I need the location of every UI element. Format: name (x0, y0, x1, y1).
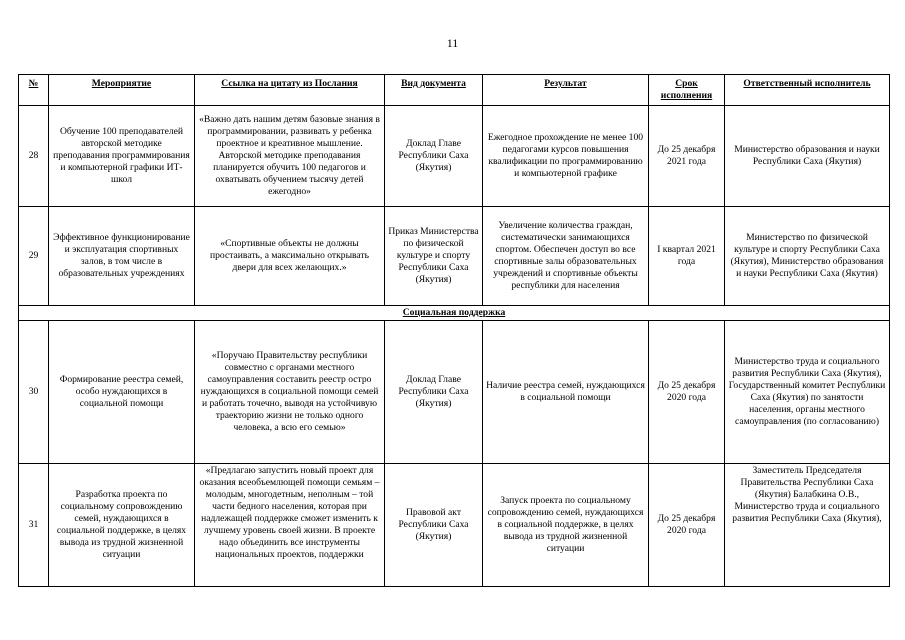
row-number: 31 (19, 464, 49, 587)
table-row (19, 464, 890, 587)
row-deadline: До 25 декабря 2020 года (649, 321, 725, 464)
section-title: Социальная поддержка (19, 306, 890, 321)
row-responsible: Министерство по физической культуре и спорту Республики Саха (Якутия), Министерство образования и науки Республики Саха (Якутия) (725, 207, 890, 306)
row-event: Эффективное функционирование и эксплуатация спортивных залов, в том числе в образовательных учреждениях (49, 207, 195, 306)
row-deadline: До 25 декабря 2021 года (649, 106, 725, 207)
row-quote: «Поручаю Правительству республики совместно с органами местного самоуправления составить реестр остро нуждающихся в социальной помощи семей и работать точечно, выводя на устойчивую траекторию жизни не только одного человека, а всю его семью» (195, 321, 385, 464)
row-responsible: Заместитель Председателя Правительства Республики Саха (Якутия) Балабкина О.В., Министерство труда и социального развития Республики Саха (Якутия), (725, 464, 890, 587)
row-doc-type: Приказ Министерства по физической культуре и спорту Республики Саха (Якутия) (385, 207, 483, 306)
row-result: Увеличение количества граждан, систематически занимающихся спортом. Обеспечен доступ во все спортивные залы образовательных учреждений и спортивные объекты республики для населения (483, 207, 649, 306)
row-quote: «Важно дать нашим детям базовые знания в программировании, развивать у ребенка проектное и креативное мышление. Авторской методике преподавания планируется обучить 100 педагогов и охватывать обучением тысячу детей ежегодно» (195, 106, 385, 207)
row-event: Формирование реестра семей, особо нуждающихся в социальной помощи (49, 321, 195, 464)
header-doc-type: Вид документа (385, 75, 483, 106)
row-event: Обучение 100 преподавателей авторской методике преподавания программирования и компьютерной графики ИТ-школ (49, 106, 195, 207)
row-doc-type: Правовой акт Республики Саха (Якутия) (385, 464, 483, 587)
row-quote: «Спортивные объекты не должны простаивать, а максимально открывать двери для всех желающих.» (195, 207, 385, 306)
row-doc-type: Доклад Главе Республики Саха (Якутия) (385, 106, 483, 207)
row-number: 29 (19, 207, 49, 306)
header-deadline: Срок исполнения (649, 75, 725, 106)
header-quote: Ссылка на цитату из Послания (195, 75, 385, 106)
row-result: Запуск проекта по социальному сопровождению семей, нуждающихся в социальной поддержке, в целях вывода из трудной жизненной ситуации (483, 464, 649, 587)
page-number: 11 (446, 36, 459, 50)
row-responsible: Министерство образования и науки Республики Саха (Якутия) (725, 106, 890, 207)
row-deadline: I квартал 2021 года (649, 207, 725, 306)
header-result: Результат (483, 75, 649, 106)
activities-table (18, 74, 890, 587)
section-header-row (19, 306, 890, 321)
row-doc-type: Доклад Главе Республики Саха (Якутия) (385, 321, 483, 464)
header-event: Мероприятие (49, 75, 195, 106)
table-row (19, 106, 890, 207)
row-responsible: Министерство труда и социального развития Республики Саха (Якутия), Государственный комитет Республики Саха (Якутия) по занятости населения, органы местного самоуправления (по согласованию) (725, 321, 890, 464)
header-responsible: Ответственный исполнитель (725, 75, 890, 106)
row-deadline: До 25 декабря 2020 года (649, 464, 725, 587)
table-header-row (19, 75, 890, 106)
header-number: № (19, 75, 49, 106)
row-number: 28 (19, 106, 49, 207)
table-row (19, 207, 890, 306)
row-result: Наличие реестра семей, нуждающихся в социальной помощи (483, 321, 649, 464)
row-result: Ежегодное прохождение не менее 100 педагогами курсов повышения квалификации по программированию и компьютерной графике (483, 106, 649, 207)
row-number: 30 (19, 321, 49, 464)
table-row (19, 321, 890, 464)
row-quote: «Предлагаю запустить новый проект для оказания всеобъемлющей помощи семьям – молодым, многодетным, неполным – той части бедного населения, которая при надлежащей поддержке сможет изменить к лучшему уровень своей жизни. В проекте надо объединить все инструменты национальных проектов, поддержки (195, 464, 385, 587)
row-event: Разработка проекта по социальному сопровождению семей, нуждающихся в социальной поддержке, в целях вывода из трудной жизненной ситуации (49, 464, 195, 587)
